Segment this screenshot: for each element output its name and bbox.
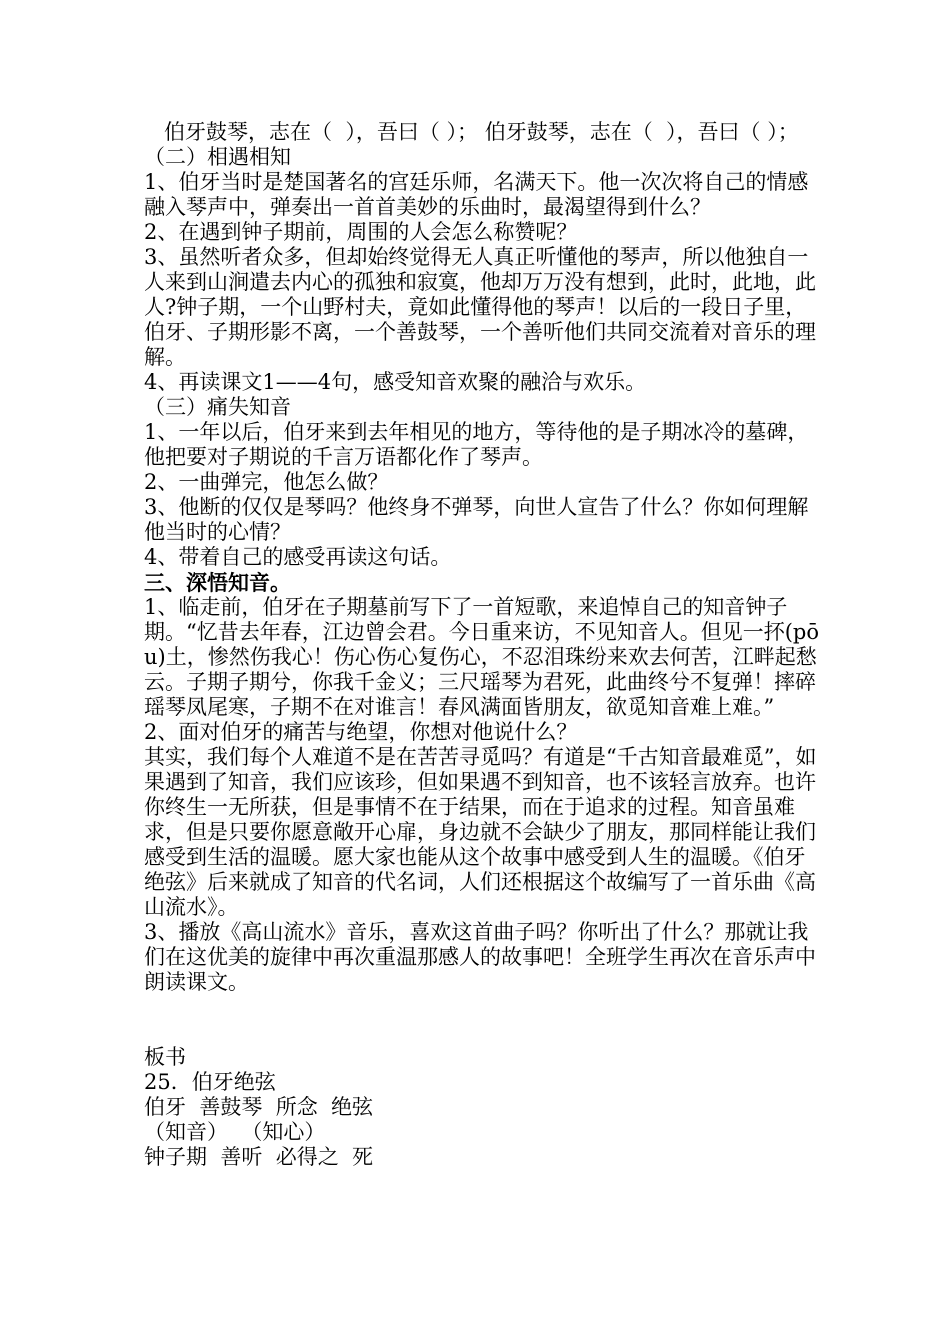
question-4: 4、带着自己的感受再读这句话。 <box>144 545 452 569</box>
board-row: （知音） （知心） <box>144 1120 326 1144</box>
spacer <box>144 995 824 1045</box>
question-3: 3、他断的仅仅是琴吗？他终身不弹琴，向世人宣告了什么？你如何理解他当时的心情？ <box>144 495 809 544</box>
intro-line: 伯牙鼓琴，志在（ ），吾曰（ ）； 伯牙鼓琴，志在（ ），吾曰（ ）； <box>164 120 799 144</box>
question-1: 1、伯牙当时是楚国著名的宫廷乐师，名满天下。他一次次将自己的情感融入琴声中，弹奏出一首首美妙的乐曲时，最渴望得到什么？ <box>144 170 809 219</box>
document-page <box>144 120 824 1170</box>
reflection-paragraph: 其实，我们每个人难道不是在苦苦寻觅吗？有道是“千古知音最难觅”，如果遇到了知音，我们应该珍，但如果遇不到知音，也不该轻言放弃。也许你终生一无所获，但是事情不在于结果，而在于追求的过程。知音虽难求，但是只要你愿意敞开心扉，身边就不会缺少了朋友，那同样能让我们感受到生活的温暖。愿大家也能从这个故事中感受到人生的温暖。《伯牙绝弦》后来就成了知音的代名词，人们还根据这个故编写了一首乐曲《高山流水》。 <box>144 745 817 919</box>
board-row: 伯牙 善鼓琴 所念 绝弦 <box>144 1095 374 1119</box>
board-row: 钟子期 善听 必得之 死 <box>144 1145 374 1169</box>
question-2: 2、一曲弹完，他怎么做？ <box>144 470 389 494</box>
question-2: 2、在遇到钟子期前，周围的人会怎么称赞呢？ <box>144 220 578 244</box>
section-heading-loss: （三）痛失知音 <box>144 395 291 419</box>
board-title: 25．伯牙绝弦 <box>144 1070 276 1094</box>
poem-paragraph: 1、临走前，伯牙在子期墓前写下了一首短歌，来追悼自己的知音钟子期。“忆昔去年春，江边曾会君。今日重来访，不见知音人。但见一抔(pōu)土，惨然伤我心！伤心伤心复伤心，不忍泪珠纷来欢去何苦，江畔起愁云。子期子期兮，你我千金义；三尺瑶琴为君死，此曲终兮不复弹！摔碎瑶琴凤尾寒，子期不在对谁言！春风满面皆朋友，欲觅知音难上难。” <box>144 595 820 719</box>
board-label: 板书 <box>144 1045 186 1069</box>
question-3: 3、虽然听者众多，但却始终觉得无人真正听懂他的琴声，所以他独自一人来到山涧遣去内心的孤独和寂寞，他却万万没有想到，此时，此地，此人?钟子期，一个山野村夫，竟如此懂得他的琴声！以后的一段日子里，伯牙、子期形影不离，一个善鼓琴，一个善听他们共同交流着对音乐的理解。 <box>144 245 816 369</box>
music-paragraph: 3、播放《高山流水》音乐，喜欢这首曲子吗？你听出了什么？那就让我们在这优美的旋律中再次重温那感人的故事吧！全班学生再次在音乐声中朗读课文。 <box>144 920 816 994</box>
part-heading-understand: 三、深悟知音。 <box>144 570 291 595</box>
question-1: 1、一年以后，伯牙来到去年相见的地方，等待他的是子期冰冷的墓碑，他把要对子期说的千言万语都化作了琴声。 <box>144 420 809 469</box>
question-paragraph: 2、面对伯牙的痛苦与绝望，你想对他说什么？ <box>144 720 578 744</box>
section-heading-meet: （二）相遇相知 <box>144 145 291 169</box>
question-4: 4、再读课文1——4句，感受知音欢聚的融洽与欢乐。 <box>144 370 647 394</box>
